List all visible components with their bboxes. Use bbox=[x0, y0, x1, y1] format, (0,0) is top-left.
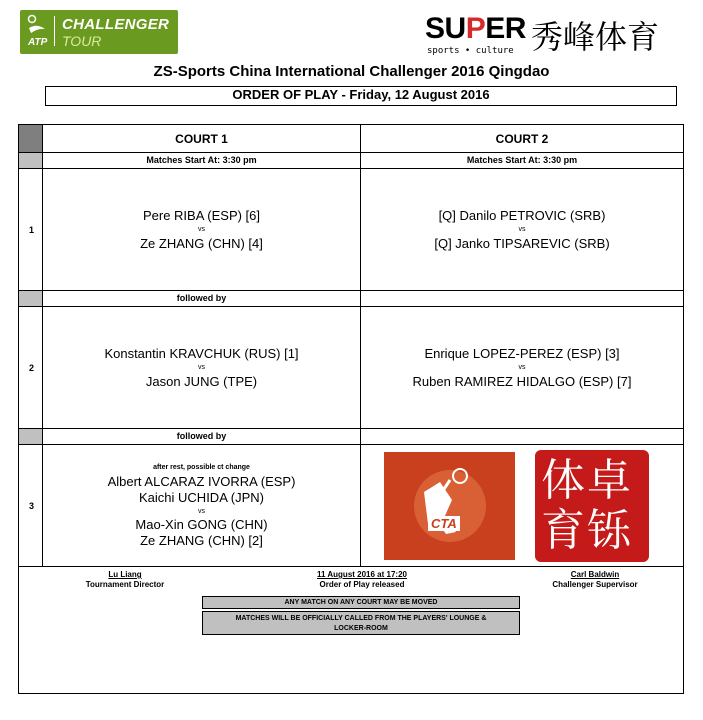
match-cell bbox=[361, 307, 683, 429]
empty-cell bbox=[361, 291, 683, 307]
logo-challenger-text: CHALLENGER bbox=[62, 16, 170, 33]
player-1: Pere RIBA (ESP) [6] bbox=[142, 208, 261, 223]
followed-by-label: followed by bbox=[43, 291, 361, 307]
logo-tour-text: TOUR bbox=[62, 33, 102, 49]
super-word: SUPER bbox=[425, 12, 526, 45]
match-note: after rest, possible ct change bbox=[153, 463, 250, 471]
director-name: Lu Liang bbox=[108, 570, 142, 579]
grid-corner bbox=[19, 125, 43, 153]
seal-characters: 体卓育铄 bbox=[541, 455, 633, 556]
atp-challenger-tour-logo bbox=[20, 10, 178, 54]
tournament-title: ZS-Sports China International Challenger 2016 Qingdao bbox=[153, 63, 550, 80]
supervisor-name: Carl Baldwin bbox=[570, 570, 620, 579]
cta-logo bbox=[384, 452, 515, 560]
player-2b: Ze ZHANG (CHN) [2] bbox=[140, 532, 263, 548]
player-2: Ze ZHANG (CHN) [4] bbox=[140, 236, 263, 251]
order-of-play-date: ORDER OF PLAY - Friday, 12 August 2016 bbox=[45, 86, 677, 106]
release-info bbox=[262, 570, 462, 590]
challenger-supervisor bbox=[530, 570, 660, 590]
row-spacer bbox=[19, 153, 43, 169]
logo-divider bbox=[54, 16, 55, 46]
vs-label: vs bbox=[198, 364, 205, 371]
vs-label: vs bbox=[518, 226, 526, 233]
super-sports-logo bbox=[425, 12, 685, 64]
tournament-director bbox=[60, 570, 190, 590]
vs-label: vs bbox=[518, 364, 526, 371]
player-1: Enrique LOPEZ-PEREZ (ESP) [3] bbox=[424, 346, 620, 361]
notice-match-moved: ANY MATCH ON ANY COURT MAY BE MOVED bbox=[202, 596, 520, 609]
atp-mark bbox=[26, 14, 48, 48]
vs-label: vs bbox=[198, 226, 205, 233]
tennis-player-icon bbox=[26, 14, 48, 38]
row-spacer bbox=[19, 291, 43, 307]
court-2-start-time: Matches Start At: 3:30 pm bbox=[361, 153, 683, 169]
supervisor-role: Challenger Supervisor bbox=[552, 580, 638, 589]
director-role: Tournament Director bbox=[85, 580, 165, 589]
release-date: 11 August 2016 at 17:20 bbox=[317, 570, 407, 579]
tennis-player-icon bbox=[384, 452, 515, 560]
player-1: Konstantin KRAVCHUK (RUS) [1] bbox=[104, 346, 299, 361]
atp-mark-text: ATP bbox=[28, 37, 48, 48]
release-label: Order of Play released bbox=[319, 580, 405, 589]
match-cell bbox=[43, 169, 361, 291]
player-1b: Kaichi UCHIDA (JPN) bbox=[139, 489, 264, 505]
row-spacer bbox=[19, 429, 43, 445]
player-2: Ruben RAMIREZ HIDALGO (ESP) [7] bbox=[412, 374, 632, 389]
notice-matches-called: MATCHES WILL BE OFFICIALLY CALLED FROM THE PLAYERS' LOUNGE & LOCKER-ROOM bbox=[202, 611, 520, 635]
sports-seal-logo bbox=[535, 450, 649, 562]
row-number-1: 1 bbox=[19, 169, 43, 291]
super-chinese: 秀峰体育 bbox=[531, 18, 660, 56]
super-tagline: sports • culture bbox=[427, 46, 514, 56]
match-cell bbox=[361, 169, 683, 291]
row-number-2: 2 bbox=[19, 307, 43, 429]
cta-text: CTA bbox=[428, 516, 460, 531]
player-2: [Q] Janko TIPSAREVIC (SRB) bbox=[434, 236, 610, 251]
row-number-3: 3 bbox=[19, 445, 43, 567]
player-2a: Mao-Xin GONG (CHN) bbox=[135, 516, 268, 532]
match-cell bbox=[43, 445, 361, 567]
player-1a: Albert ALCARAZ IVORRA (ESP) bbox=[107, 473, 296, 489]
vs-label: vs bbox=[198, 507, 205, 515]
court-2-header: COURT 2 bbox=[361, 125, 683, 153]
player-2: Jason JUNG (TPE) bbox=[145, 374, 258, 389]
match-cell bbox=[43, 307, 361, 429]
followed-by-label: followed by bbox=[43, 429, 361, 445]
empty-cell bbox=[361, 429, 683, 445]
court-1-start-time: Matches Start At: 3:30 pm bbox=[43, 153, 361, 169]
court-1-header: COURT 1 bbox=[43, 125, 361, 153]
player-1: [Q] Danilo PETROVIC (SRB) bbox=[438, 208, 606, 223]
